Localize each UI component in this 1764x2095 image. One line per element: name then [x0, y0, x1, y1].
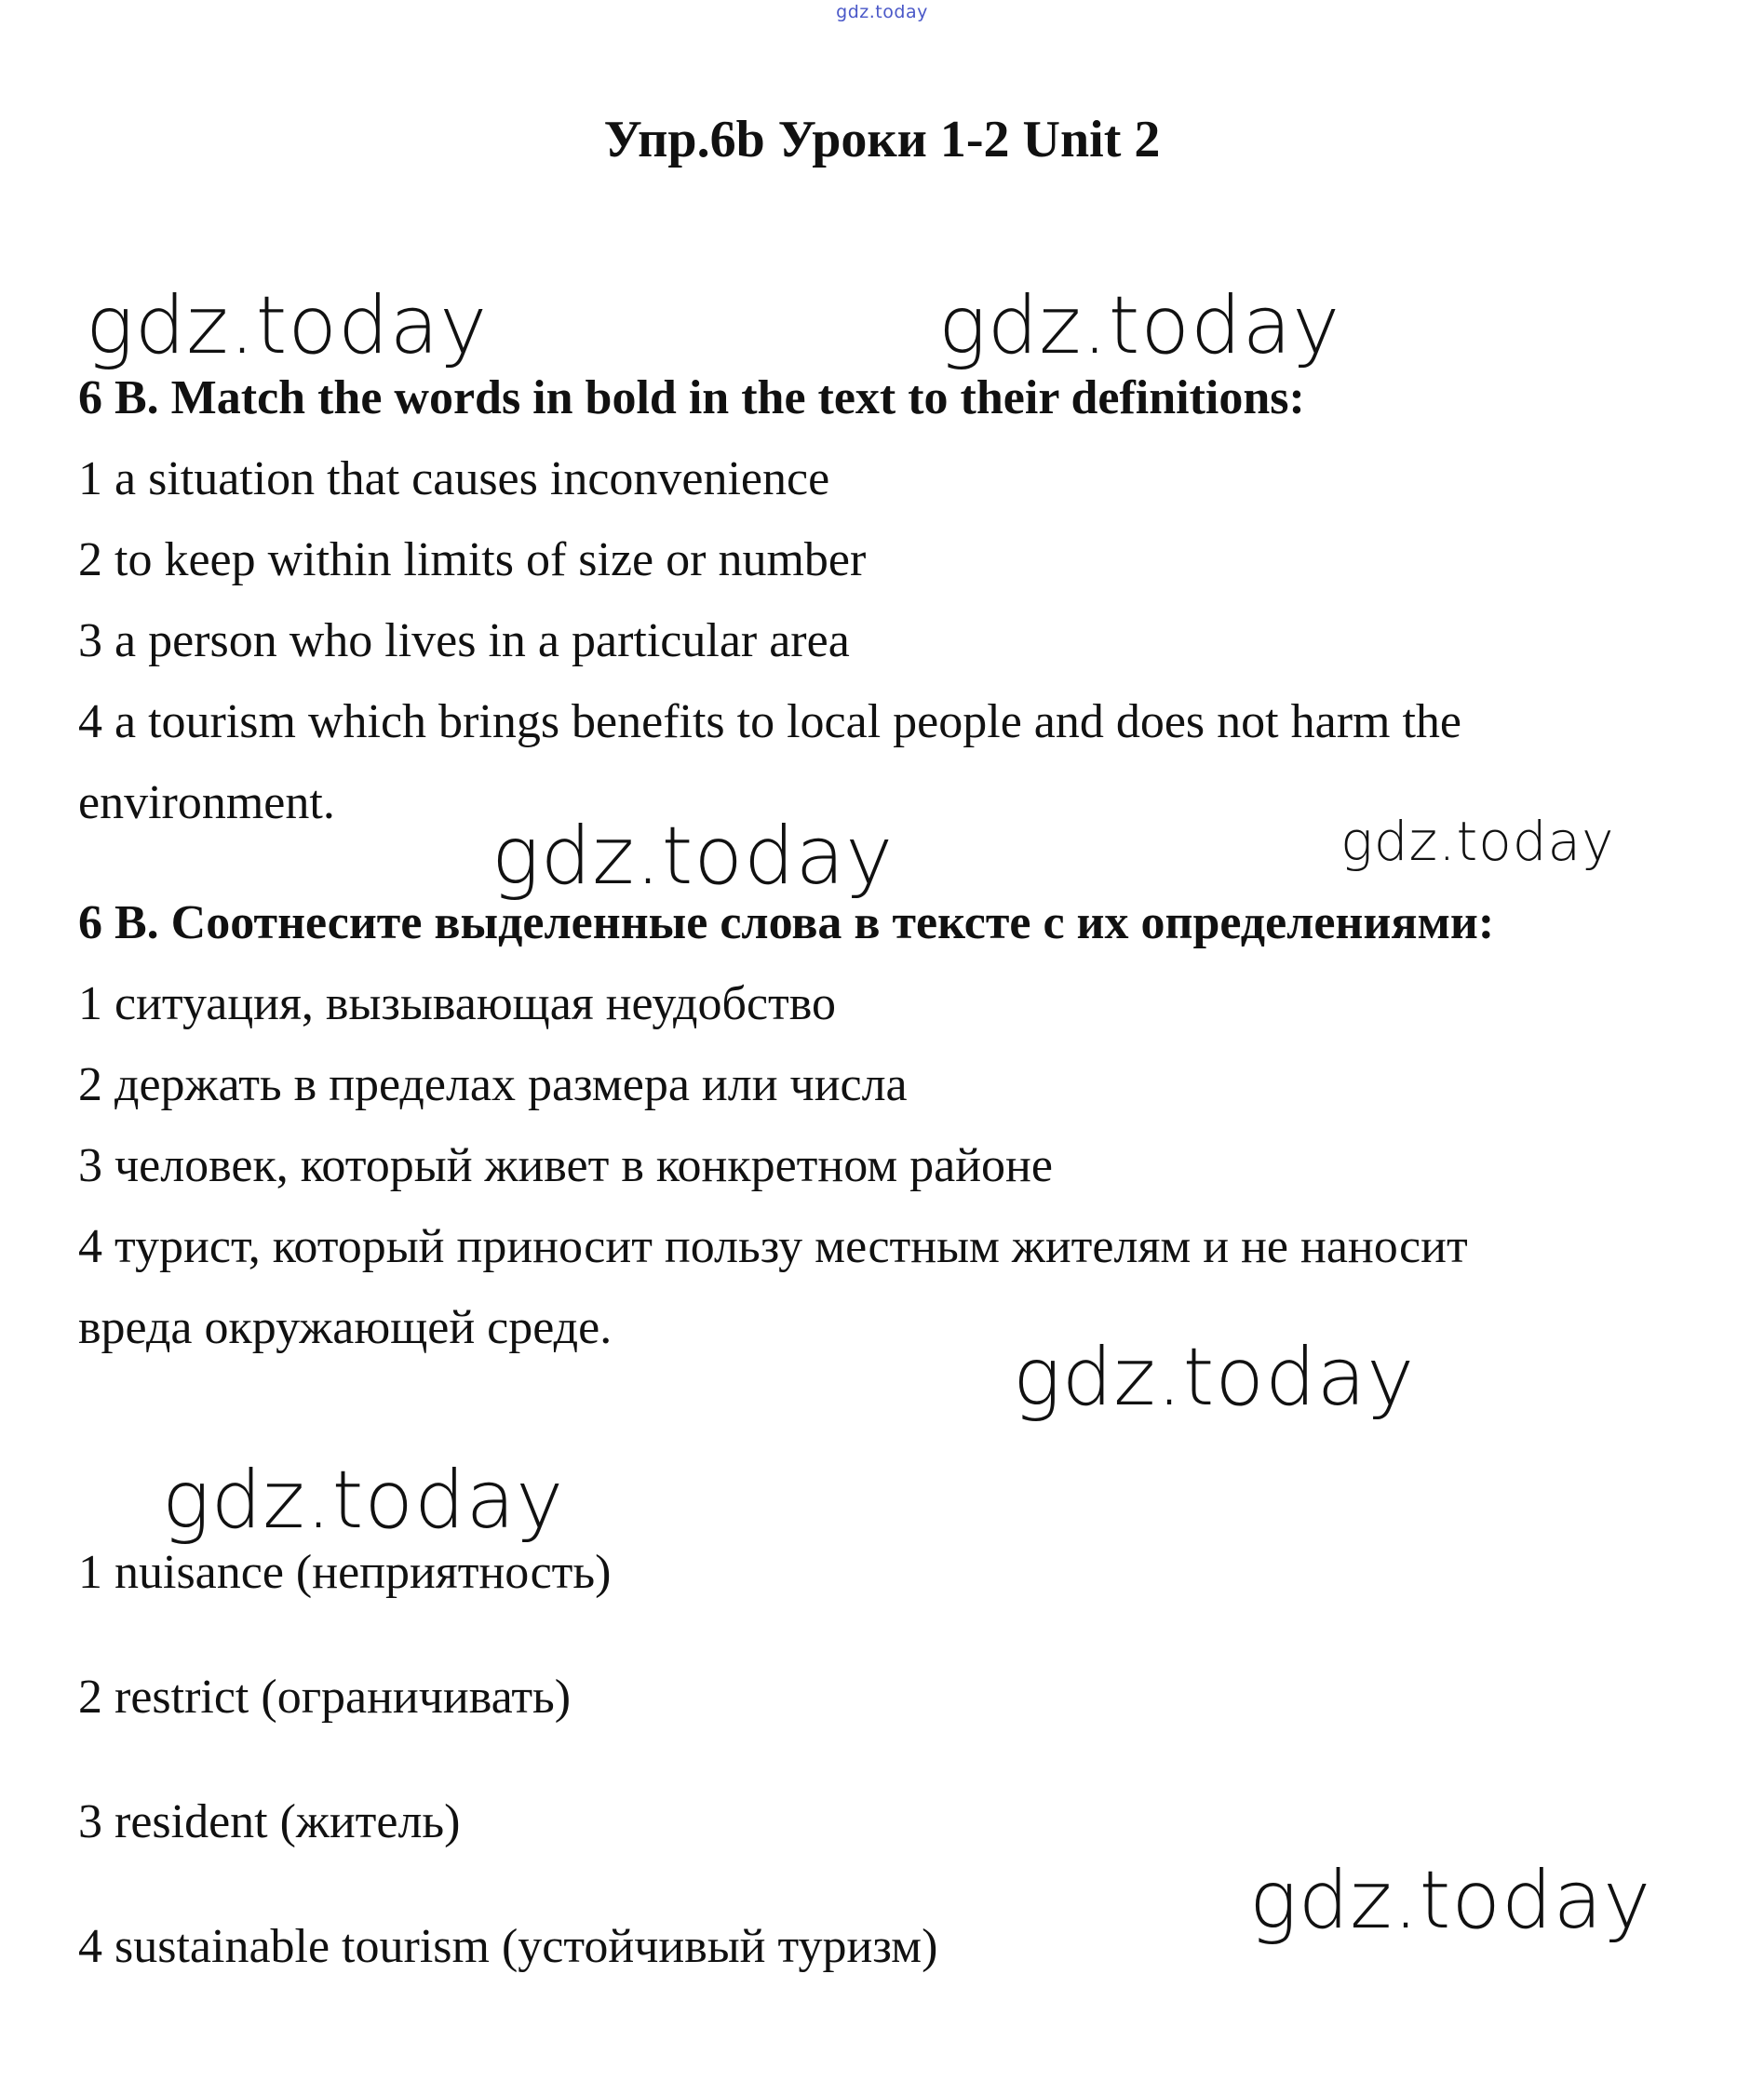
top-watermark: gdz.today [836, 2, 928, 22]
english-definition: 1 a situation that causes inconvenience [78, 452, 830, 505]
watermark: gdz.today [1249, 1854, 1652, 1947]
watermark: gdz.today [938, 279, 1341, 372]
english-definition: 2 to keep within limits of size or number [78, 533, 867, 586]
answer-item: 2 restrict (ограничивать) [78, 1671, 572, 1724]
answer-item: 3 resident (житель) [78, 1795, 461, 1848]
russian-definition-continuation: вреда окружающей среде. [78, 1301, 613, 1354]
answer-item: 1 nuisance (неприятность) [78, 1546, 612, 1599]
watermark: gdz.today [1340, 810, 1615, 873]
watermark: gdz.today [162, 1454, 565, 1547]
page-title: Упр.6b Уроки 1-2 Unit 2 [603, 111, 1161, 168]
russian-heading: 6 B. Соотнесите выделенные слова в тексте с их определениями: [78, 896, 1495, 949]
watermark: gdz.today [1013, 1331, 1416, 1424]
russian-definition: 3 человек, который живет в конкретном районе [78, 1139, 1053, 1192]
english-definition: 3 a person who lives in a particular area [78, 614, 850, 667]
watermark: gdz.today [86, 279, 489, 372]
english-definition: 4 a tourism which brings benefits to local people and does not harm the [78, 695, 1461, 748]
russian-definition: 4 турист, который приносит пользу местным жителям и не наносит [78, 1220, 1468, 1273]
english-heading: 6 B. Match the words in bold in the text to their definitions: [78, 371, 1305, 424]
english-definition-continuation: environment. [78, 776, 335, 829]
watermark: gdz.today [491, 810, 895, 903]
russian-definition: 2 держать в пределах размера или числа [78, 1058, 908, 1111]
answer-item: 4 sustainable tourism (устойчивый туризм) [78, 1920, 938, 1973]
russian-definition: 1 ситуация, вызывающая неудобство [78, 977, 836, 1030]
